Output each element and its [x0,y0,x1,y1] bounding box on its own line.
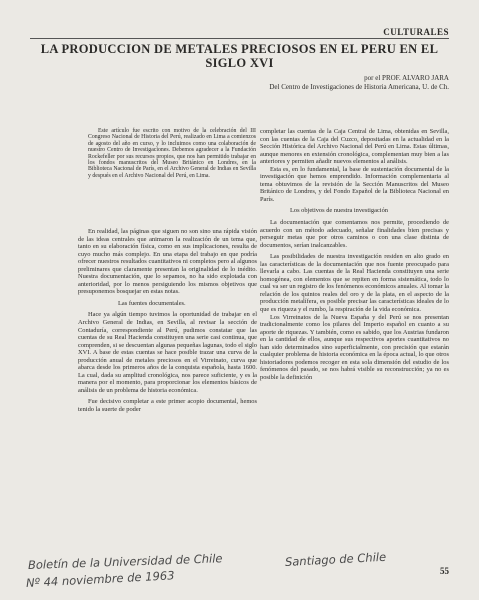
handwritten-note-source: Boletín de la Universidad de Chile [27,551,223,572]
author-block [269,74,449,92]
subheading: Los objetivos de nuestra investigación [290,207,388,215]
paragraph: Hace ya algún tiempo tuvimos la oportunidad de trabajar en el Archivo General de Indias, en Sevilla, al revisar la sección de Contaduría, correspondiente al Perú, pudimos constatar que las cuentas de su Real Hacienda constituyen una serie casi continua, que comprenden, si se descuentan algunas pequeñas lagunas, todo el siglo XVI. A base de estas cuentas se hace posible trazar una curva de la producción anual de metales preciosos en el Virreinato, curva que abarca desde los primeros años de la conquista española, hasta 1600. La cual, dada su amplitud cronológica, nos parece suficiente, y es la manera por el momento, para proporcionar los elementos básicos de análisis de un problema de historia económica. [78,311,257,394]
intro-note-text: Este artículo fue escrito con motivo de la celebración del III Congreso Nacional de Historia del Perú, realizado en Lima a comienzos de agosto del año en curso, y lo incluimos como una colaboración de nuestro Centro de Investigaciones. Debemos agradecer a la Fundación Rockefeller por sus recursos propios, que nos han permitido trabajar en los fondos manuscritos del Museo Británico en Londres, en la Biblioteca Nacional de París, en el Archivo General de Indias en Sevilla y después en el Archivo Nacional del Perú, en Lima. [88,128,256,179]
paragraph: Los Virreinatos de la Nueva España y del Perú se nos presentan tradicionalmente como los pilares del Imperio español en cuanto a su aporte de riquezas. Y también, como es sabido, que los Austrias fundaron en la cantidad de ellos, aunque sus respectivos aportes cuantitativos no han sido determinados sino superficialmente, con precisión que estarán cualquier problema de historia económica en la época actual, lo que otros historiadores podemos recoger en esta sola dimensión del estudio de los fenómenos del pasado, se nos habrá visible su reconstrucción; ya no es posible la definición [260,313,449,381]
title-line-1: LA PRODUCCION DE METALES PRECIOSOS EN EL PERU EN EL [40,42,439,56]
author-name: por el PROF. ALVARO JARA [364,74,449,82]
subheading: Las fuentes documentales. [118,299,186,307]
paragraph: completar las cuentas de la Caja Central de Lima, obtenidas en Sevilla, con las cuentas de la Caja del Cuzco, depositadas en la actualidad en la Sección Histórica del Archivo Nacional del Perú en Lima. Estas últimas, aunque menores en extensión cronológica, complementan muy bien a las anteriores y permiten añadir nuevos elementos al análisis. [260,128,449,166]
paragraph: Las posibilidades de nuestra investigación residen en alto grado en las características de la documentación que nos fuente preocupado para llevarla a cabo. Las cuentas de la Real Hacienda constituyen una serie homogénea, con elementos que se repiten en forma sistemática, todo lo cual va ser un registro de los fenómenos económicos anuales. Al tomar la relación de los quintos reales del oro y de la plata, en el aspecto de la producción metalífera, es posible precisar las características ideales de lo que es riqueza y el rumbo, la respiración de la vida económica. [260,253,449,314]
paragraph: La documentación que comentamos nos permite, procediendo de acuerdo con un método adecuado, señalar finalidades bien precisas y perseguir metas que por otros caminos o con una clase distinta de documentos, serían inalcanzables. [260,219,449,249]
paragraph: Fue decisivo completar a este primer acopio documental, hemos tenido la suerte de poder [78,398,257,414]
page-number: 55 [440,566,449,576]
handwritten-note-date: Nº 44 noviembre de 1963 [25,568,175,590]
handwritten-note-place: Santiago de Chile [284,549,387,569]
author-affiliation: Del Centro de Investigaciones de Historia Americana, U. de Ch. [269,83,449,91]
section-heading: CULTURALES [383,27,449,37]
article-title [30,42,449,70]
paragraph: Esta es, en lo fundamental, la base de sustentación documental de la investigación que hemos emprendido. Información complementaria al tema obtuvimos de la revisión de la Sección Manuscritos del Museo Británico de Londres, y del Fondo Español de la Biblioteca Nacional en París. [260,165,449,203]
left-column [78,228,257,414]
right-column [260,128,449,382]
header-rule [30,38,449,39]
intro-note [88,128,256,179]
paragraph: En realidad, las páginas que siguen no son sino una rápida visión de las ideas centrales que animaron la realización de un tema que, tanto en su elaboración física, como en sus implicaciones, resulta de cuyo mucho más complejo. En una etapa del trabajo en que podría ofrecer nuestros resultados cuantitativos ni completos pero al algunos preliminares que claramente presentan la originalidad de lo inédito. Nuestra documentación, que lo sepamos, no ha sido explotada con anterioridad, por lo menos persiguiendo los mismos objetivos que presuponemos bosquejar en estas notas. [78,228,257,296]
title-line-2: SIGLO XVI [205,56,274,70]
